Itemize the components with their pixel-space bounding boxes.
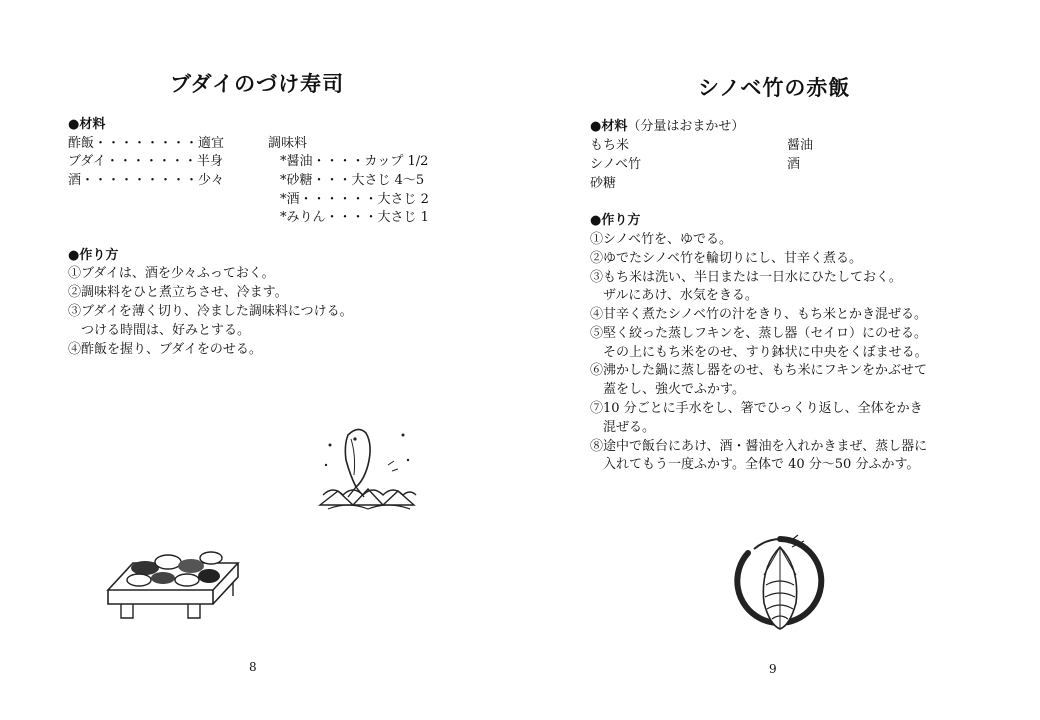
- ingredient-item: シノベ竹: [590, 157, 641, 172]
- method-step: その上にもち米をのせ、すり鉢状に中央をくぼませる。: [590, 345, 928, 360]
- recipe-title: ブダイのづけ寿司: [170, 72, 345, 96]
- ingredient-item: 酢飯・・・・・・・・適宜: [68, 136, 225, 151]
- ingredient-item: 醤油: [787, 138, 814, 153]
- ingredients-heading: ●材料: [68, 117, 106, 132]
- seasoning-item: *砂糖・・・大さじ 4～5: [280, 173, 425, 188]
- method-heading: ●作り方: [590, 213, 641, 228]
- method-step: ②ゆでたシノベ竹を輪切りにし、甘辛く煮る。: [590, 251, 862, 266]
- sushi-board-illustration: [103, 538, 243, 628]
- right-page: [520, 0, 1040, 720]
- method-step: つける時間は、好みとする。: [68, 323, 251, 338]
- ingredient-item: 砂糖: [590, 176, 617, 191]
- method-step: ①ブダイは、酒を少々ふっておく。: [68, 266, 275, 281]
- method-step: ザルにあけ、水気をきる。: [590, 288, 758, 303]
- method-step: 蓋をし、強火でふかす。: [590, 382, 745, 397]
- method-step: 混ぜる。: [590, 420, 656, 435]
- fish-illustration: [318, 425, 418, 515]
- seasoning-item: *醤油・・・・カップ 1/2: [280, 154, 429, 169]
- method-step: 入れてもう一度ふかす。全体で 40 分～50 分ふかす。: [590, 457, 920, 472]
- seasoning-item: *酒・・・・・・大さじ 2: [280, 192, 429, 207]
- recipe-title: シノベ竹の赤飯: [698, 76, 851, 100]
- page-number: 8: [249, 660, 257, 674]
- ingredient-item: 酒: [787, 157, 801, 172]
- seasoning-item: *みりん・・・・大さじ 1: [280, 210, 429, 225]
- ingredients-header-line: [590, 118, 744, 136]
- method-step: ⑧途中で飯台にあけ、酒・醤油を入れかきまぜ、蒸し器に: [590, 439, 928, 454]
- ingredient-item: もち米: [590, 138, 630, 153]
- method-step: ④酢飯を握り、ブダイをのせる。: [68, 342, 262, 357]
- method-step: ③もち米は洗い、半日または一日水にひたしておく。: [590, 270, 902, 285]
- seasoning-title: 調味料: [268, 136, 308, 151]
- ingredients-note: （分量はおまかせ）: [627, 119, 745, 134]
- ingredients-heading: ●材料: [590, 119, 628, 134]
- bamboo-shoot-illustration: [730, 533, 830, 633]
- method-step: ①シノベ竹を、ゆでる。: [590, 232, 732, 247]
- method-step: ⑥沸かした鍋に蒸し器をのせ、もち米にフキンをかぶせて: [590, 363, 927, 378]
- ingredient-item: ブダイ・・・・・・・半身: [68, 154, 223, 169]
- ingredient-item: 酒・・・・・・・・・少々: [68, 173, 225, 188]
- method-step: ⑦10 分ごとに手水をし、箸でひっくり返し、全体をかき: [590, 401, 923, 416]
- method-step: ④甘辛く煮たシノベ竹の汁をきり、もち米とかき混ぜる。: [590, 307, 927, 322]
- page-number: 9: [769, 662, 777, 676]
- method-step: ③ブダイを薄く切り、冷ました調味料につける。: [68, 304, 353, 319]
- method-heading: ●作り方: [68, 248, 119, 263]
- method-step: ⑤堅く絞った蒸しフキンを、蒸し器（セイロ）にのせる。: [590, 326, 927, 341]
- method-step: ②調味料をひと煮立ちさせ、冷ます。: [68, 285, 288, 300]
